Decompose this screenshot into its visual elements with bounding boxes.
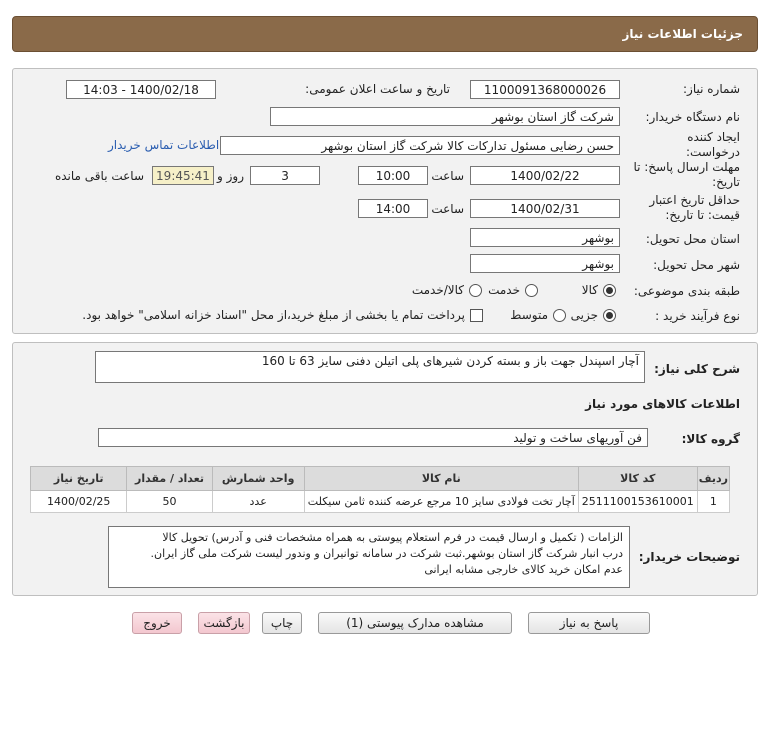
buyer-notes-box bbox=[108, 526, 630, 588]
process-minor-label: جزیی bbox=[570, 308, 598, 322]
goods-section-title: اطلاعات کالاهای مورد نیاز bbox=[585, 397, 740, 411]
attachments-button[interactable]: مشاهده مدارک پیوستی (1) bbox=[318, 612, 512, 634]
remaining-time-field: 19:45:41 bbox=[152, 166, 214, 185]
process-medium-radio[interactable] bbox=[553, 309, 566, 322]
province-label: استان محل تحویل: bbox=[645, 232, 740, 246]
process-medium-label: متوسط bbox=[510, 308, 548, 322]
process-type-label: نوع فرآیند خرید : bbox=[655, 309, 740, 323]
category-option-goods[interactable] bbox=[582, 283, 616, 297]
validity-date-field: 1400/02/31 bbox=[470, 199, 620, 218]
goods-table-header bbox=[31, 467, 730, 491]
remaining-time-label: ساعت باقی مانده bbox=[54, 169, 144, 183]
buyer-notes-line: عدم امکان خرید کالای خارجی مشابه ایرانی bbox=[424, 563, 623, 576]
price-validity-label: حداقل تاریخ اعتبار قیمت: تا تاریخ: bbox=[649, 193, 740, 222]
treasury-payment-checkbox[interactable] bbox=[470, 309, 483, 322]
buyer-notes-label: توضیحات خریدار: bbox=[638, 550, 740, 564]
treasury-payment-option[interactable] bbox=[82, 308, 483, 322]
reply-deadline-label: مهلت ارسال پاسخ: تا تاریخ: bbox=[633, 160, 740, 189]
row-name: آچار تخت فولادی سایز 10 مرجع عرضه کننده ثامن سیکلت bbox=[304, 491, 578, 513]
city-field: بوشهر bbox=[470, 254, 620, 273]
page-title: جزئیات اطلاعات نیاز bbox=[622, 27, 743, 41]
category-option-goods-service[interactable] bbox=[412, 283, 482, 297]
description-label: شرح کلی نیاز: bbox=[654, 362, 740, 376]
buyer-contact-link[interactable]: اطلاعات تماس خریدار bbox=[108, 138, 220, 152]
reply-time-field: 10:00 bbox=[358, 166, 428, 185]
reply-date-field: 1400/02/22 bbox=[470, 166, 620, 185]
category-goods-radio[interactable] bbox=[603, 284, 616, 297]
requester-label: ایجاد کننده درخواست: bbox=[686, 130, 740, 159]
validity-time-label: ساعت bbox=[431, 202, 464, 216]
buyer-notes-line: درب انبار شرکت گاز استان بوشهر.ثبت شرکت در سامانه توانیران و وندور لیست شرکت ملی گاز ایران. bbox=[150, 547, 623, 560]
table-row bbox=[31, 491, 730, 513]
category-goods-service-label: کالا/خدمت bbox=[411, 283, 464, 297]
category-label: طبقه بندی موضوعی: bbox=[633, 284, 740, 298]
description-text: آچار اسپندل جهت باز و بسته کردن شیرهای پلی اتیلن دفنی سایز 63 تا 160 bbox=[261, 354, 639, 368]
reply-button[interactable]: پاسخ به نیاز bbox=[528, 612, 650, 634]
goods-table bbox=[30, 466, 730, 513]
page-header bbox=[12, 16, 758, 52]
row-code: 2511100153610001 bbox=[578, 491, 697, 513]
reply-time-label: ساعت bbox=[431, 169, 464, 183]
buyer-notes-line: الزامات ( تکمیل و ارسال قیمت در فرم استعلام پیوستی به همراه مشخصات فنی و آدرس) تحویل کالا bbox=[162, 531, 623, 544]
requester-field: حسن رضایی مسئول تدارکات کالا شرکت گاز استان بوشهر bbox=[220, 136, 620, 155]
goods-table-wrapper bbox=[30, 466, 730, 513]
exit-button[interactable]: خروج bbox=[132, 612, 182, 634]
process-option-minor[interactable] bbox=[571, 308, 616, 322]
province-field: بوشهر bbox=[470, 228, 620, 247]
validity-time-field: 14:00 bbox=[358, 199, 428, 218]
remaining-days-field: 3 bbox=[250, 166, 320, 185]
row-qty: 50 bbox=[127, 491, 212, 513]
announce-date-field: 1400/02/18 - 14:03 bbox=[66, 80, 216, 99]
col-date: تاریخ نیاز bbox=[31, 467, 127, 491]
row-date: 1400/02/25 bbox=[31, 491, 127, 513]
row-index: 1 bbox=[697, 491, 729, 513]
process-option-medium[interactable] bbox=[510, 308, 566, 322]
col-name: نام کالا bbox=[304, 467, 578, 491]
back-button[interactable]: بازگشت bbox=[198, 612, 250, 634]
category-service-label: خدمت bbox=[488, 283, 520, 297]
category-goods-service-radio[interactable] bbox=[469, 284, 482, 297]
row-unit: عدد bbox=[212, 491, 304, 513]
city-label: شهر محل تحویل: bbox=[653, 258, 740, 272]
print-button[interactable]: چاپ bbox=[262, 612, 302, 634]
goods-group-label: گروه کالا: bbox=[681, 432, 740, 446]
goods-group-field: فن آوریهای ساخت و تولید bbox=[98, 428, 648, 447]
category-service-radio[interactable] bbox=[525, 284, 538, 297]
description-field bbox=[95, 351, 645, 383]
need-number-label: شماره نیاز: bbox=[683, 82, 740, 96]
category-option-service[interactable] bbox=[488, 283, 538, 297]
days-label: روز و bbox=[217, 169, 244, 183]
col-unit: واحد شمارش bbox=[212, 467, 304, 491]
treasury-payment-label: پرداخت تمام یا بخشی از مبلغ خرید،از محل "اسناد خزانه اسلامی" خواهد بود. bbox=[82, 308, 465, 322]
buyer-org-label: نام دستگاه خریدار: bbox=[645, 110, 740, 124]
buyer-org-field: شرکت گاز استان بوشهر bbox=[270, 107, 620, 126]
col-index: ردیف bbox=[697, 467, 729, 491]
process-minor-radio[interactable] bbox=[603, 309, 616, 322]
announce-date-label: تاریخ و ساعت اعلان عمومی: bbox=[305, 82, 450, 96]
category-goods-label: کالا bbox=[581, 283, 598, 297]
col-code: کد کالا bbox=[578, 467, 697, 491]
col-qty: تعداد / مقدار bbox=[127, 467, 212, 491]
need-number-field: 1100091368000026 bbox=[470, 80, 620, 99]
